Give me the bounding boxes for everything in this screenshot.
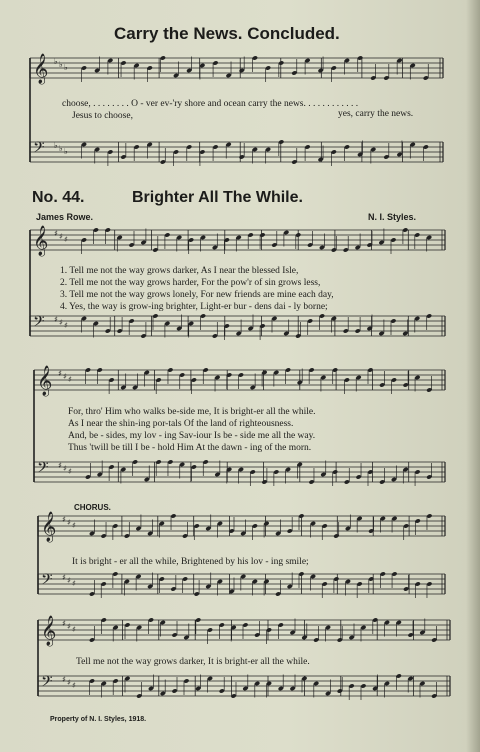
svg-text:♯: ♯	[67, 576, 71, 585]
carry-lyric-line-2a: Jesus to choose,	[72, 111, 133, 121]
svg-text:♭: ♭	[59, 144, 63, 153]
svg-text:♯: ♯	[63, 464, 67, 473]
svg-text:♯: ♯	[62, 675, 66, 684]
svg-text:♯: ♯	[59, 318, 63, 327]
svg-text:♭: ♭	[54, 57, 58, 66]
svg-text:♯: ♯	[67, 518, 71, 527]
verse-line-2: 2. Tell me not the way grows harder, For the pow'r of sin grows less,	[60, 278, 321, 288]
verse-line-1: 1. Tell me not the way grows darker, As I near the blessed Isle,	[60, 266, 299, 276]
svg-text:♯: ♯	[58, 369, 62, 378]
svg-text:♯: ♯	[62, 573, 66, 582]
svg-text:𝄞: 𝄞	[41, 616, 57, 646]
svg-text:𝄢: 𝄢	[33, 313, 45, 334]
svg-text:♯: ♯	[62, 619, 66, 628]
svg-text:♯: ♯	[68, 375, 72, 384]
svg-text:♯: ♯	[58, 461, 62, 470]
verse2-line-1: For, thro' Him who walks be-side me, It is bright-er all the while.	[68, 407, 316, 417]
svg-text:𝄞: 𝄞	[37, 366, 53, 396]
svg-text:♭: ♭	[64, 147, 68, 156]
chorus-lyric-line-1: It is bright - er all the while, Brightened by his lov - ing smile;	[72, 557, 309, 567]
svg-text:𝄞: 𝄞	[41, 512, 57, 542]
svg-text:♭: ♭	[64, 63, 68, 72]
svg-text:♯: ♯	[67, 622, 71, 631]
svg-text:𝄞: 𝄞	[33, 226, 49, 256]
svg-text:𝄞: 𝄞	[33, 54, 49, 84]
svg-text:♯: ♯	[54, 229, 58, 238]
svg-text:♯: ♯	[72, 625, 76, 634]
carry-the-news-title: Carry the News. Concluded.	[114, 24, 340, 43]
svg-text:♯: ♯	[59, 232, 63, 241]
song-number: No. 44.	[32, 189, 85, 206]
svg-text:𝄢: 𝄢	[41, 673, 53, 694]
svg-text:♯: ♯	[64, 321, 68, 330]
lyricist-credit: James Rowe.	[36, 212, 94, 222]
svg-text:♯: ♯	[72, 521, 76, 530]
chorus-label: CHORUS.	[74, 503, 111, 512]
composer-credit: N. I. Styles.	[368, 212, 417, 222]
copyright-footer: Property of N. I. Styles, 1918.	[50, 716, 147, 723]
svg-text:♯: ♯	[63, 372, 67, 381]
svg-text:𝄢: 𝄢	[33, 139, 45, 160]
svg-text:♭: ♭	[59, 60, 63, 69]
svg-text:♯: ♯	[68, 467, 72, 476]
verse2-line-4: Thus 'twill be till I be - hold Him At the dawn - ing of the morn.	[68, 443, 312, 453]
chorus-lyric-line-2: Tell me not the way grows darker, It is bright-er all the while.	[76, 657, 310, 667]
carry-lyric-line-1: choose, . . . . . . . . O - ver ev-'ry shore and ocean carry the news. . . . . . . . . . . .	[62, 99, 359, 109]
svg-text:♯: ♯	[67, 678, 71, 687]
svg-text:♯: ♯	[54, 315, 58, 324]
verse-line-3: 3. Tell me not the way grows lonely, For new friends are mine each day,	[60, 290, 334, 300]
svg-text:𝄢: 𝄢	[41, 571, 53, 592]
verse2-line-2: As I near the shin-ing por-tals Of the land of righteousness.	[68, 419, 294, 429]
song-title: Brighter All The While.	[132, 189, 303, 206]
svg-text:♯: ♯	[72, 681, 76, 690]
svg-text:♯: ♯	[62, 515, 66, 524]
verse-line-4: 4. Yes, the way is grow-ing brighter, Light-er bur - dens dai - ly borne;	[60, 302, 328, 312]
svg-text:♯: ♯	[64, 235, 68, 244]
svg-text:♯: ♯	[72, 579, 76, 588]
verse2-line-3: And, be - sides, my lov - ing Sav-iour Is be - side me all the way.	[68, 431, 316, 441]
carry-lyric-line-2b: yes, carry the news.	[338, 109, 414, 119]
svg-text:♭: ♭	[54, 141, 58, 150]
svg-text:𝄢: 𝄢	[37, 459, 49, 480]
